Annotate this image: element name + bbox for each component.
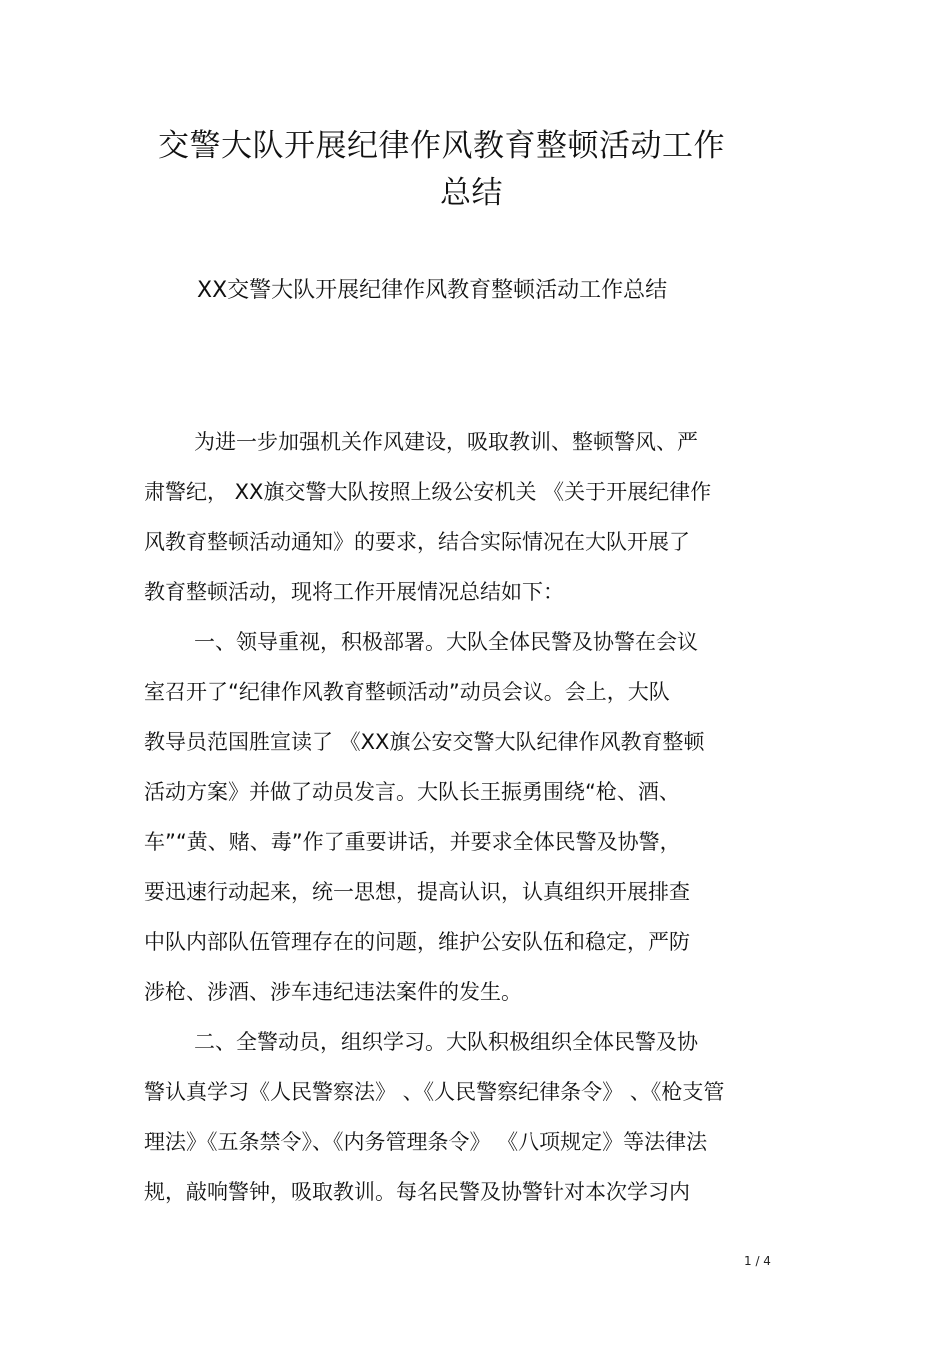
document-title-line-2: 总结 <box>440 175 503 211</box>
body-line: 肃警纪， XX旗交警大队按照上级公安机关 《关于开展纪律作 <box>144 480 712 504</box>
body-line: 要迅速行动起来，统一思想，提高认识，认真组织开展排查 <box>144 880 690 904</box>
body-line: 涉枪、涉酒、涉车违纪违法案件的发生。 <box>144 980 522 1004</box>
page-number: 1 / 4 <box>744 1254 771 1268</box>
body-line: 二、全警动员，组织学习。大队积极组织全体民警及协 <box>194 1030 698 1054</box>
body-line: 活动方案》并做了动员发言。大队长王振勇围绕“枪、酒、 <box>144 780 680 804</box>
body-line: 规，敲响警钟，吸取教训。每名民警及协警针对本次学习内 <box>144 1180 690 1204</box>
body-line: 理法》《五条禁令》、《内务管理条令》 《八项规定》等法律法 <box>144 1130 708 1154</box>
document-subtitle: XX交警大队开展纪律作风教育整顿活动工作总结 <box>197 278 668 303</box>
body-line: 一、领导重视，积极部署。大队全体民警及协警在会议 <box>194 630 698 654</box>
body-line: 教育整顿活动，现将工作开展情况总结如下： <box>144 580 564 604</box>
body-line: 为进一步加强机关作风建设，吸取教训、整顿警风、严 <box>194 430 698 454</box>
document-title-line-1: 交警大队开展纪律作风教育整顿活动工作 <box>158 128 725 164</box>
body-line: 风教育整顿活动通知》的要求，结合实际情况在大队开展了 <box>144 530 690 554</box>
body-line: 警认真学习《人民警察法》 、《人民警察纪律条令》 、《枪支管 <box>144 1080 725 1104</box>
body-line: 室召开了“纪律作风教育整顿活动”动员会议。会上，大队 <box>144 680 670 704</box>
body-line: 车”“黄、赌、毒”作了重要讲话，并要求全体民警及协警， <box>144 830 681 854</box>
body-line: 中队内部队伍管理存在的问题，维护公安队伍和稳定，严防 <box>144 930 690 954</box>
body-line: 教导员范国胜宣读了 《XX旗公安交警大队纪律作风教育整顿 <box>144 730 705 754</box>
